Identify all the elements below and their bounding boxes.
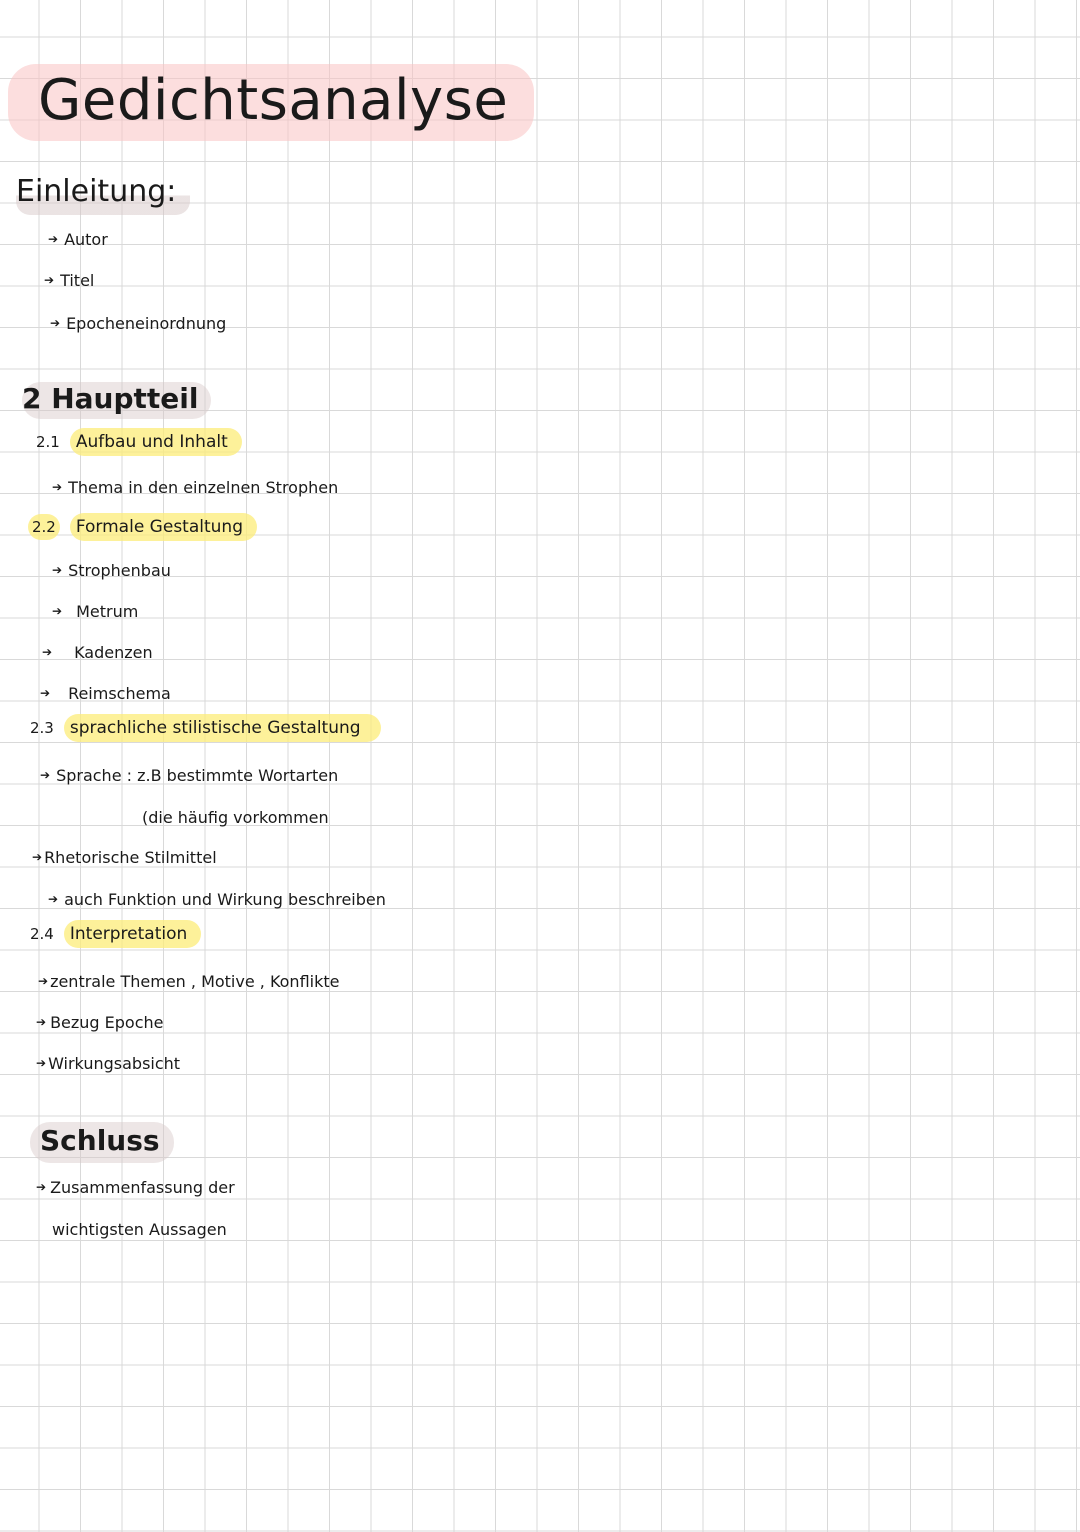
section-heading — [30, 924, 201, 944]
list-item: ➔ Thema in den einzelnen Strophen — [52, 478, 339, 497]
arrow-icon: ➔ — [42, 645, 53, 659]
section-title: Interpretation — [64, 920, 201, 948]
section-number: 2.4 — [30, 925, 54, 943]
list-item: ➔ Rhetorische Stilmittel — [32, 848, 217, 867]
arrow-icon: ➔ — [36, 1015, 47, 1029]
arrow-icon: ➔ — [36, 1056, 47, 1070]
section-number: 2.2 — [28, 514, 60, 540]
hauptteil-heading: 2 Hauptteil — [22, 382, 211, 419]
arrow-icon: ➔ — [44, 273, 55, 287]
arrow-icon: ➔ — [38, 974, 49, 988]
arrow-icon: ➔ — [40, 768, 51, 782]
section-title: Aufbau und Inhalt — [70, 428, 242, 456]
list-item: ➔ Bezug Epoche — [36, 1013, 164, 1032]
arrow-icon: ➔ — [40, 686, 51, 700]
list-item: ➔ Wirkungsabsicht — [36, 1054, 181, 1073]
list-item: ➔ Epocheneinordnung — [50, 314, 227, 333]
list-item: ➔ zentrale Themen , Motive , Konflikte — [38, 972, 340, 991]
section-title: Formale Gestaltung — [70, 513, 257, 541]
section-number: 2.3 — [30, 719, 54, 737]
section-heading — [36, 432, 242, 452]
list-item: ➔ Autor — [48, 230, 108, 249]
list-item: (die häufig vorkommen — [142, 808, 329, 827]
page-title: Gedichtsanalyse — [8, 64, 534, 141]
arrow-icon: ➔ — [32, 850, 43, 864]
section-number: 2.1 — [36, 433, 60, 451]
arrow-icon: ➔ — [52, 480, 63, 494]
list-item: ➔ Reimschema — [40, 684, 171, 703]
arrow-icon: ➔ — [48, 892, 59, 906]
list-item: ➔ auch Funktion und Wirkung beschreiben — [48, 890, 386, 909]
list-item: ➔ Metrum — [52, 602, 139, 621]
arrow-icon: ➔ — [36, 1180, 47, 1194]
schluss-heading: Schluss — [30, 1122, 174, 1163]
arrow-icon: ➔ — [48, 232, 59, 246]
section-heading — [30, 718, 381, 738]
list-item: ➔ Sprache : z.B bestimmte Wortarten — [40, 766, 339, 785]
arrow-icon: ➔ — [52, 604, 63, 618]
arrow-icon: ➔ — [50, 316, 61, 330]
list-item: ➔ Strophenbau — [52, 561, 171, 580]
section-title: sprachliche stilistische Gestaltung — [64, 714, 381, 742]
section-heading — [28, 514, 257, 540]
list-item: ➔ Kadenzen — [42, 643, 153, 662]
list-item: ➔ Zusammenfassung der — [36, 1178, 235, 1197]
list-item: ➔ Titel — [44, 271, 95, 290]
einleitung-heading: Einleitung: — [16, 172, 190, 215]
arrow-icon: ➔ — [52, 563, 63, 577]
list-item: wichtigsten Aussagen — [52, 1220, 227, 1239]
